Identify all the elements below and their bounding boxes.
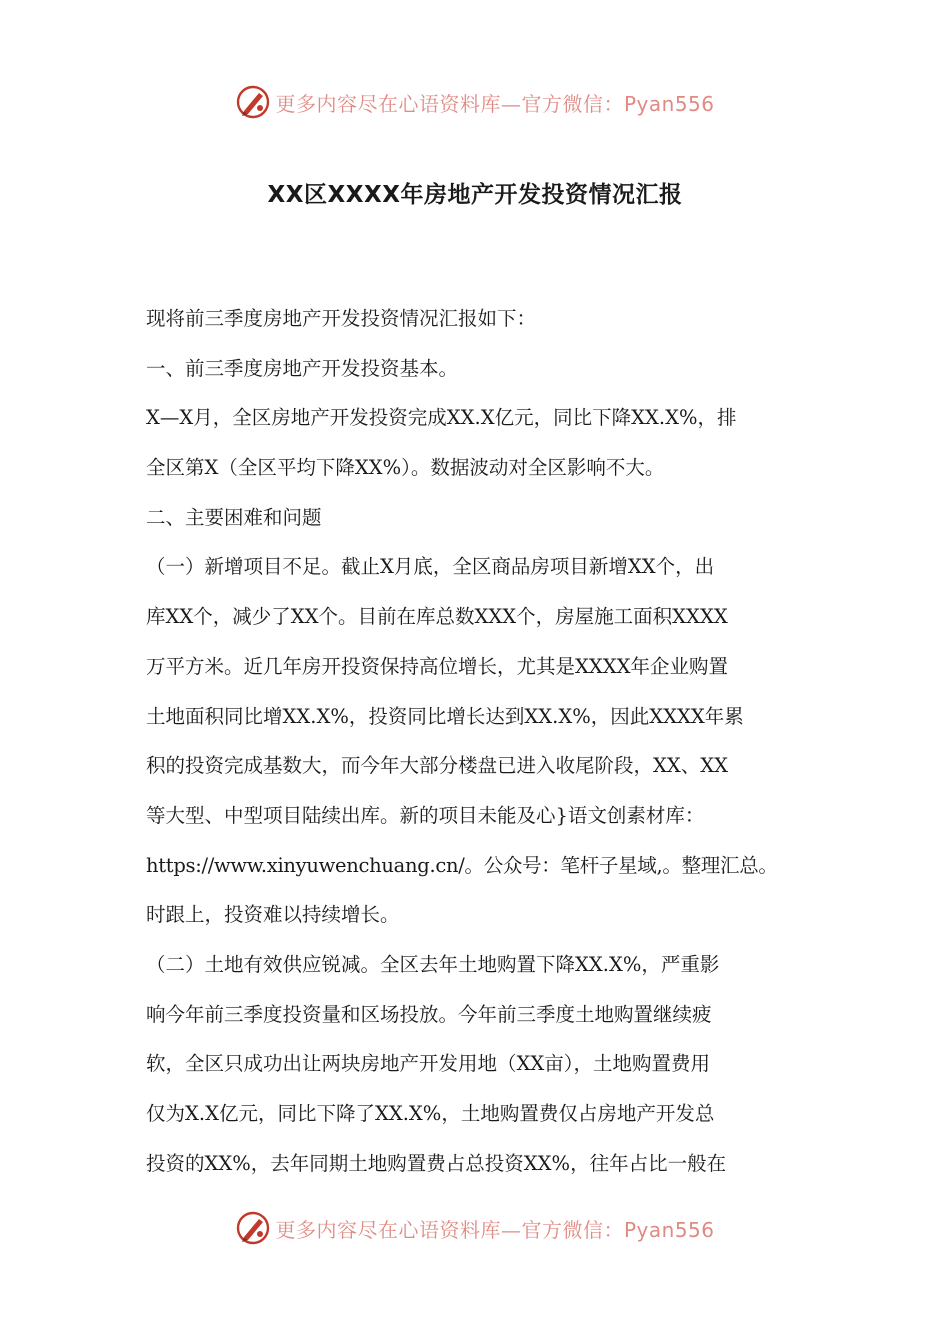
page-title: XX区XXXX年房地产开发投资情况汇报 (267, 182, 683, 208)
pen-logo-icon (235, 84, 271, 120)
body-line: 全区第X（全区平均下降XX%）。数据波动对全区影响不大。 (146, 456, 665, 480)
body-line: 一、前三季度房地产开发投资基本。 (146, 356, 459, 380)
body-line-url: https://www.xinyuwenchuang.cn/。公众号：笔杆子星域,。整理汇总。 (146, 853, 778, 877)
body-line: 等大型、中型项目陆续出库。新的项目未能及心}语文创素材库： (146, 803, 705, 827)
footer-banner-text (275, 1214, 714, 1243)
footer-wechat-id: Pyan556 (623, 1217, 715, 1242)
body-line: 仅为X.X亿元，同比下降了XX.X%，土地购置费仅占房地产开发总 (146, 1102, 715, 1125)
body-line: 时跟上，投资难以持续增长。 (146, 903, 400, 927)
body-line: 二、主要困难和问题 (146, 505, 322, 529)
body-line: 库XX个，减少了XX个。目前在库总数XXX个，房屋施工面积XXXX (146, 605, 728, 629)
document-body (146, 294, 811, 1188)
body-line: （二）土地有效供应锐减。全区去年土地购置下降XX.X%，严重影 (146, 952, 720, 976)
body-line: （一）新增项目不足。截止X月底，全区商品房项目新增XX个，出 (146, 555, 715, 579)
body-line: 软，全区只成功出让两块房地产开发用地（XX亩），土地购置费用 (146, 1052, 711, 1076)
body-line: 响今年前三季度投资量和区场投放。今年前三季度土地购置继续疲 (146, 1002, 712, 1026)
body-line: 积的投资完成基数大，而今年大部分楼盘已进入收尾阶段，XX、XX (146, 754, 729, 778)
body-line: X—X月，全区房地产开发投资完成XX.X亿元，同比下降XX.X%，排 (146, 406, 737, 430)
header-wechat-id: Pyan556 (623, 91, 715, 116)
body-line: 现将前三季度房地产开发投资情况汇报如下： (146, 307, 537, 330)
footer-banner (0, 1206, 950, 1250)
footer-banner-label: 更多内容尽在心语资料库—官方微信： (275, 1217, 624, 1242)
header-banner-text (275, 88, 714, 117)
header-banner-label: 更多内容尽在心语资料库—官方微信： (275, 91, 624, 116)
body-line: 土地面积同比增XX.X%，投资同比增长达到XX.X%，因此XXXX年累 (146, 704, 744, 728)
pen-logo-icon (235, 1210, 271, 1246)
body-line: 万平方米。近几年房开投资保持高位增长，尤其是XXXX年企业购置 (146, 654, 729, 678)
header-banner (0, 80, 950, 124)
body-line: 投资的XX%，去年同期土地购置费占总投资XX%，往年占比一般在 (146, 1151, 727, 1175)
